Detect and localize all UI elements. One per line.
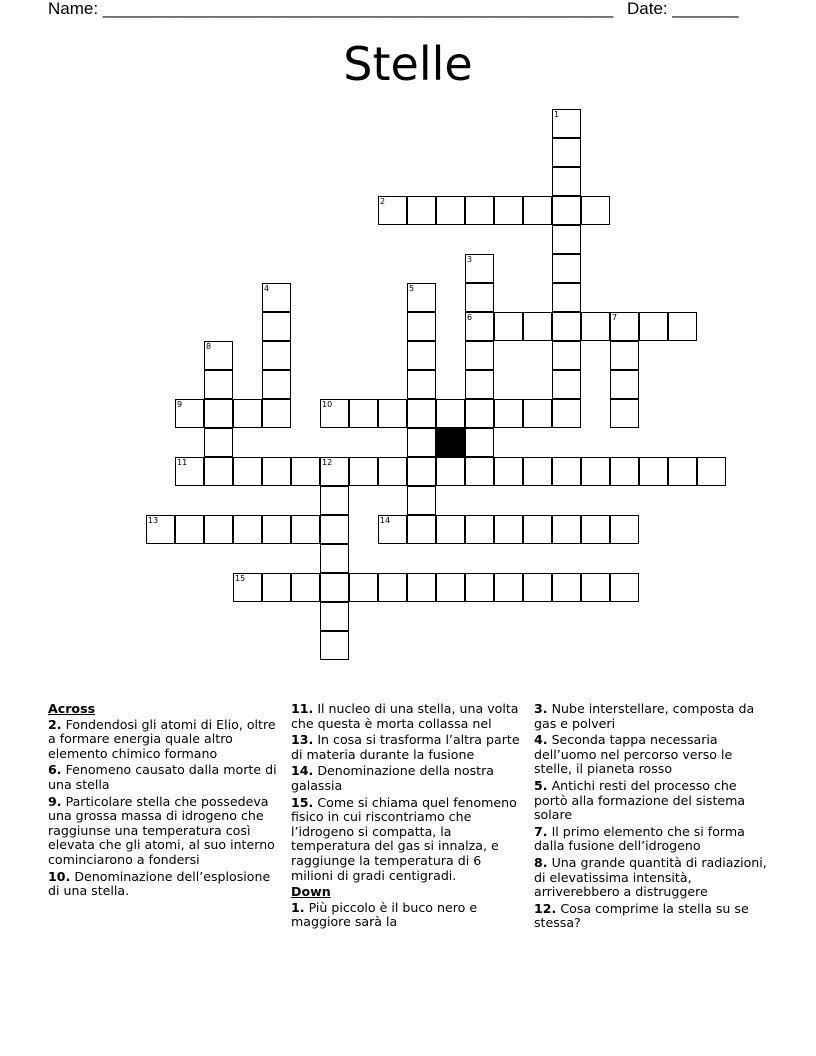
grid-cell[interactable] xyxy=(320,515,349,544)
grid-cell[interactable] xyxy=(494,573,523,602)
grid-cell[interactable] xyxy=(523,457,552,486)
clue-item xyxy=(534,702,770,731)
grid-cell[interactable] xyxy=(407,312,436,341)
grid-cell[interactable] xyxy=(175,515,204,544)
grid-cell[interactable] xyxy=(552,283,581,312)
clue-item xyxy=(291,733,527,762)
grid-cell[interactable] xyxy=(552,573,581,602)
grid-cell[interactable] xyxy=(523,399,552,428)
grid-cell[interactable] xyxy=(320,486,349,515)
clue-item-text: Fondendosi gli atomi di Elio, oltre a formare energia quale altro elemento chimico formano xyxy=(48,716,276,761)
grid-cell[interactable] xyxy=(262,515,291,544)
clue-number: 14 xyxy=(380,516,391,525)
clue-item-text: Particolare stella che possedeva una grossa massa di idrogeno che raggiunse una temperatura così elevata che gli atomi, al suo interno cominciarono a fondersi xyxy=(48,793,275,867)
grid-cell[interactable] xyxy=(204,341,233,370)
clue-number: 15 xyxy=(235,574,246,583)
grid-cell[interactable] xyxy=(465,428,494,457)
clue-item-text: Seconda tappa necessaria dell’uomo nel percorso verso le stelle, il pianeta rosso xyxy=(534,732,733,777)
grid-cell[interactable] xyxy=(262,283,291,312)
clue-item xyxy=(534,825,770,854)
down-heading: Down xyxy=(291,884,331,900)
grid-cell[interactable] xyxy=(407,486,436,515)
clues-column-2 xyxy=(291,702,527,932)
grid-cell[interactable] xyxy=(465,573,494,602)
grid-cell[interactable] xyxy=(465,370,494,399)
grid-cell[interactable] xyxy=(581,573,610,602)
clue-item-number: 7. xyxy=(534,823,548,839)
grid-cell[interactable] xyxy=(233,457,262,486)
clue-item-number: 13. xyxy=(291,732,314,748)
grid-cell[interactable] xyxy=(378,196,407,225)
grid-cell[interactable] xyxy=(581,196,610,225)
grid-cell[interactable] xyxy=(668,312,697,341)
clue-item-number: 4. xyxy=(534,732,548,748)
clue-number: 10 xyxy=(322,400,333,409)
clue-item-number: 5. xyxy=(534,777,548,793)
clue-item-number: 15. xyxy=(291,794,314,810)
grid-cell[interactable] xyxy=(552,370,581,399)
clue-item xyxy=(534,856,770,900)
grid-cell[interactable] xyxy=(610,515,639,544)
grid-cell[interactable] xyxy=(407,428,436,457)
clue-number: 5 xyxy=(409,284,415,293)
grid-cell[interactable] xyxy=(465,283,494,312)
clue-number: 2 xyxy=(380,197,386,206)
grid-cell[interactable] xyxy=(407,515,436,544)
grid-cell[interactable] xyxy=(610,370,639,399)
clue-item-text: Denominazione dell’esplosione di una stella. xyxy=(48,868,271,899)
date-field-label[interactable]: Date: _______ xyxy=(627,0,739,18)
grid-cell[interactable] xyxy=(465,515,494,544)
grid-cell[interactable] xyxy=(465,341,494,370)
clue-item xyxy=(48,870,284,899)
grid-cell[interactable] xyxy=(552,138,581,167)
page-title: Stelle xyxy=(343,37,473,91)
grid-cell[interactable] xyxy=(262,312,291,341)
grid-cell[interactable] xyxy=(436,573,465,602)
clue-item-number: 14. xyxy=(291,763,314,779)
grid-cell[interactable] xyxy=(552,312,581,341)
grid-cell[interactable] xyxy=(233,399,262,428)
grid-cell[interactable] xyxy=(407,573,436,602)
grid-cell[interactable] xyxy=(465,196,494,225)
grid-cell[interactable] xyxy=(291,573,320,602)
grid-cell[interactable] xyxy=(552,399,581,428)
clue-item-text: In cosa si trasforma l’altra parte di materia durante la fusione xyxy=(291,732,520,762)
clue-item xyxy=(48,795,284,868)
clue-item-text: Il nucleo di una stella, una volta che questa è morta collassa nel xyxy=(291,701,519,731)
name-field-label[interactable]: Name: ______________________________________________________ xyxy=(48,0,614,18)
grid-cell[interactable] xyxy=(552,341,581,370)
grid-cell[interactable] xyxy=(262,457,291,486)
grid-cell[interactable] xyxy=(494,312,523,341)
grid-cell[interactable] xyxy=(523,312,552,341)
grid-cell[interactable] xyxy=(378,515,407,544)
clue-item-number: 10. xyxy=(48,868,71,884)
grid-cell[interactable] xyxy=(523,196,552,225)
grid-cell[interactable] xyxy=(610,457,639,486)
grid-cell[interactable] xyxy=(610,573,639,602)
clue-item-text: Denominazione della nostra galassia xyxy=(291,763,495,793)
grid-cell[interactable] xyxy=(175,399,204,428)
grid-cell[interactable] xyxy=(407,283,436,312)
grid-cell[interactable] xyxy=(233,573,262,602)
grid-cell[interactable] xyxy=(320,573,349,602)
grid-cell[interactable] xyxy=(523,573,552,602)
clues-column-3 xyxy=(534,702,770,933)
grid-cell[interactable] xyxy=(465,457,494,486)
clue-item-number: 3. xyxy=(534,701,548,716)
clue-item-number: 9. xyxy=(48,793,62,809)
grid-cell[interactable] xyxy=(349,573,378,602)
grid-cell[interactable] xyxy=(668,457,697,486)
clue-number: 7 xyxy=(612,313,618,322)
clue-item-text: Il primo elemento che si forma dalla fusione dell’idrogeno xyxy=(534,823,745,854)
grid-cell[interactable] xyxy=(436,457,465,486)
clue-item xyxy=(291,764,527,793)
clues-section xyxy=(48,702,768,1002)
across-heading: Across xyxy=(48,701,96,716)
grid-cell[interactable] xyxy=(639,457,668,486)
grid-cell[interactable] xyxy=(407,457,436,486)
grid-cell[interactable] xyxy=(378,399,407,428)
clue-number: 12 xyxy=(322,458,333,467)
grid-cell[interactable] xyxy=(407,341,436,370)
grid-cell[interactable] xyxy=(494,399,523,428)
grid-cell[interactable] xyxy=(465,399,494,428)
clue-number: 4 xyxy=(264,284,270,293)
clue-item-text: Una grande quantità di radiazioni, di elevatissima intensità, arriverebbero a distruggere xyxy=(534,854,767,900)
grid-cell[interactable] xyxy=(523,515,552,544)
grid-cell[interactable] xyxy=(552,515,581,544)
grid-cell[interactable] xyxy=(494,515,523,544)
grid-block xyxy=(436,428,465,457)
grid-cell[interactable] xyxy=(552,254,581,283)
clue-item-text: Nube interstellare, composta da gas e polveri xyxy=(534,701,755,731)
grid-cell[interactable] xyxy=(378,457,407,486)
grid-cell[interactable] xyxy=(262,573,291,602)
grid-cell[interactable] xyxy=(378,573,407,602)
grid-cell[interactable] xyxy=(291,515,320,544)
grid-cell[interactable] xyxy=(407,370,436,399)
grid-cell[interactable] xyxy=(407,196,436,225)
grid-cell[interactable] xyxy=(146,515,175,544)
grid-cell[interactable] xyxy=(581,515,610,544)
clue-item xyxy=(534,733,770,777)
clue-item-text: Cosa comprime la stella su se stessa? xyxy=(534,900,749,931)
grid-cell[interactable] xyxy=(204,515,233,544)
grid-cell[interactable] xyxy=(204,399,233,428)
clue-item-text: Più piccolo è il buco nero e maggiore sarà la xyxy=(291,899,478,930)
grid-cell[interactable] xyxy=(320,399,349,428)
grid-cell[interactable] xyxy=(262,370,291,399)
clue-number: 3 xyxy=(467,255,473,264)
clue-item-number: 11. xyxy=(291,701,314,716)
clue-item-text: Come si chiama quel fenomeno fisico in cui riscontriamo che l’idrogeno si compatta, la temperatura del gas si innalza, e raggiunge la temperatura di 6 milioni di gradi centigradi. xyxy=(291,794,517,883)
clue-number: 1 xyxy=(554,110,560,119)
clue-item-number: 2. xyxy=(48,716,62,732)
grid-cell[interactable] xyxy=(291,457,320,486)
clue-number: 9 xyxy=(177,400,183,409)
grid-cell[interactable] xyxy=(233,515,262,544)
clue-item xyxy=(534,779,770,823)
clue-item-number: 6. xyxy=(48,762,62,778)
clue-item-number: 12. xyxy=(534,900,557,916)
grid-cell[interactable] xyxy=(465,254,494,283)
grid-cell[interactable] xyxy=(610,341,639,370)
grid-cell[interactable] xyxy=(204,457,233,486)
grid-cell[interactable] xyxy=(465,312,494,341)
clue-number: 8 xyxy=(206,342,212,351)
grid-cell[interactable] xyxy=(552,196,581,225)
grid-cell[interactable] xyxy=(639,312,668,341)
clue-item xyxy=(291,901,527,930)
grid-cell[interactable] xyxy=(552,457,581,486)
clue-number: 6 xyxy=(467,313,473,322)
grid-cell[interactable] xyxy=(436,399,465,428)
grid-cell[interactable] xyxy=(436,515,465,544)
clue-item xyxy=(291,702,527,731)
clue-item-number: 8. xyxy=(534,854,548,870)
grid-cell[interactable] xyxy=(349,457,378,486)
grid-cell[interactable] xyxy=(320,544,349,573)
grid-cell[interactable] xyxy=(320,602,349,631)
grid-cell[interactable] xyxy=(610,312,639,341)
grid-cell[interactable] xyxy=(204,428,233,457)
clue-item-text: Antichi resti del processo che portò alla formazione del sistema solare xyxy=(534,777,746,823)
grid-cell[interactable] xyxy=(581,312,610,341)
grid-cell[interactable] xyxy=(436,196,465,225)
grid-cell[interactable] xyxy=(552,167,581,196)
clue-item-text: Fenomeno causato dalla morte di una stella xyxy=(48,762,277,792)
grid-cell[interactable] xyxy=(494,196,523,225)
grid-cell[interactable] xyxy=(320,457,349,486)
clue-item xyxy=(48,763,284,792)
grid-cell[interactable] xyxy=(697,457,726,486)
grid-cell[interactable] xyxy=(581,457,610,486)
grid-cell[interactable] xyxy=(320,631,349,660)
grid-cell[interactable] xyxy=(552,225,581,254)
grid-cell[interactable] xyxy=(407,399,436,428)
clue-item xyxy=(534,902,770,931)
grid-cell[interactable] xyxy=(175,457,204,486)
grid-cell[interactable] xyxy=(262,341,291,370)
clues-column-1 xyxy=(48,702,284,901)
clue-item-number: 1. xyxy=(291,899,305,915)
grid-cell[interactable] xyxy=(349,399,378,428)
grid-cell[interactable] xyxy=(262,399,291,428)
grid-cell[interactable] xyxy=(204,370,233,399)
clue-number: 11 xyxy=(177,458,188,467)
clue-number: 13 xyxy=(148,516,159,525)
clue-item xyxy=(48,718,284,762)
clue-item xyxy=(291,796,527,884)
grid-cell[interactable] xyxy=(552,109,581,138)
grid-cell[interactable] xyxy=(610,399,639,428)
grid-cell[interactable] xyxy=(494,457,523,486)
